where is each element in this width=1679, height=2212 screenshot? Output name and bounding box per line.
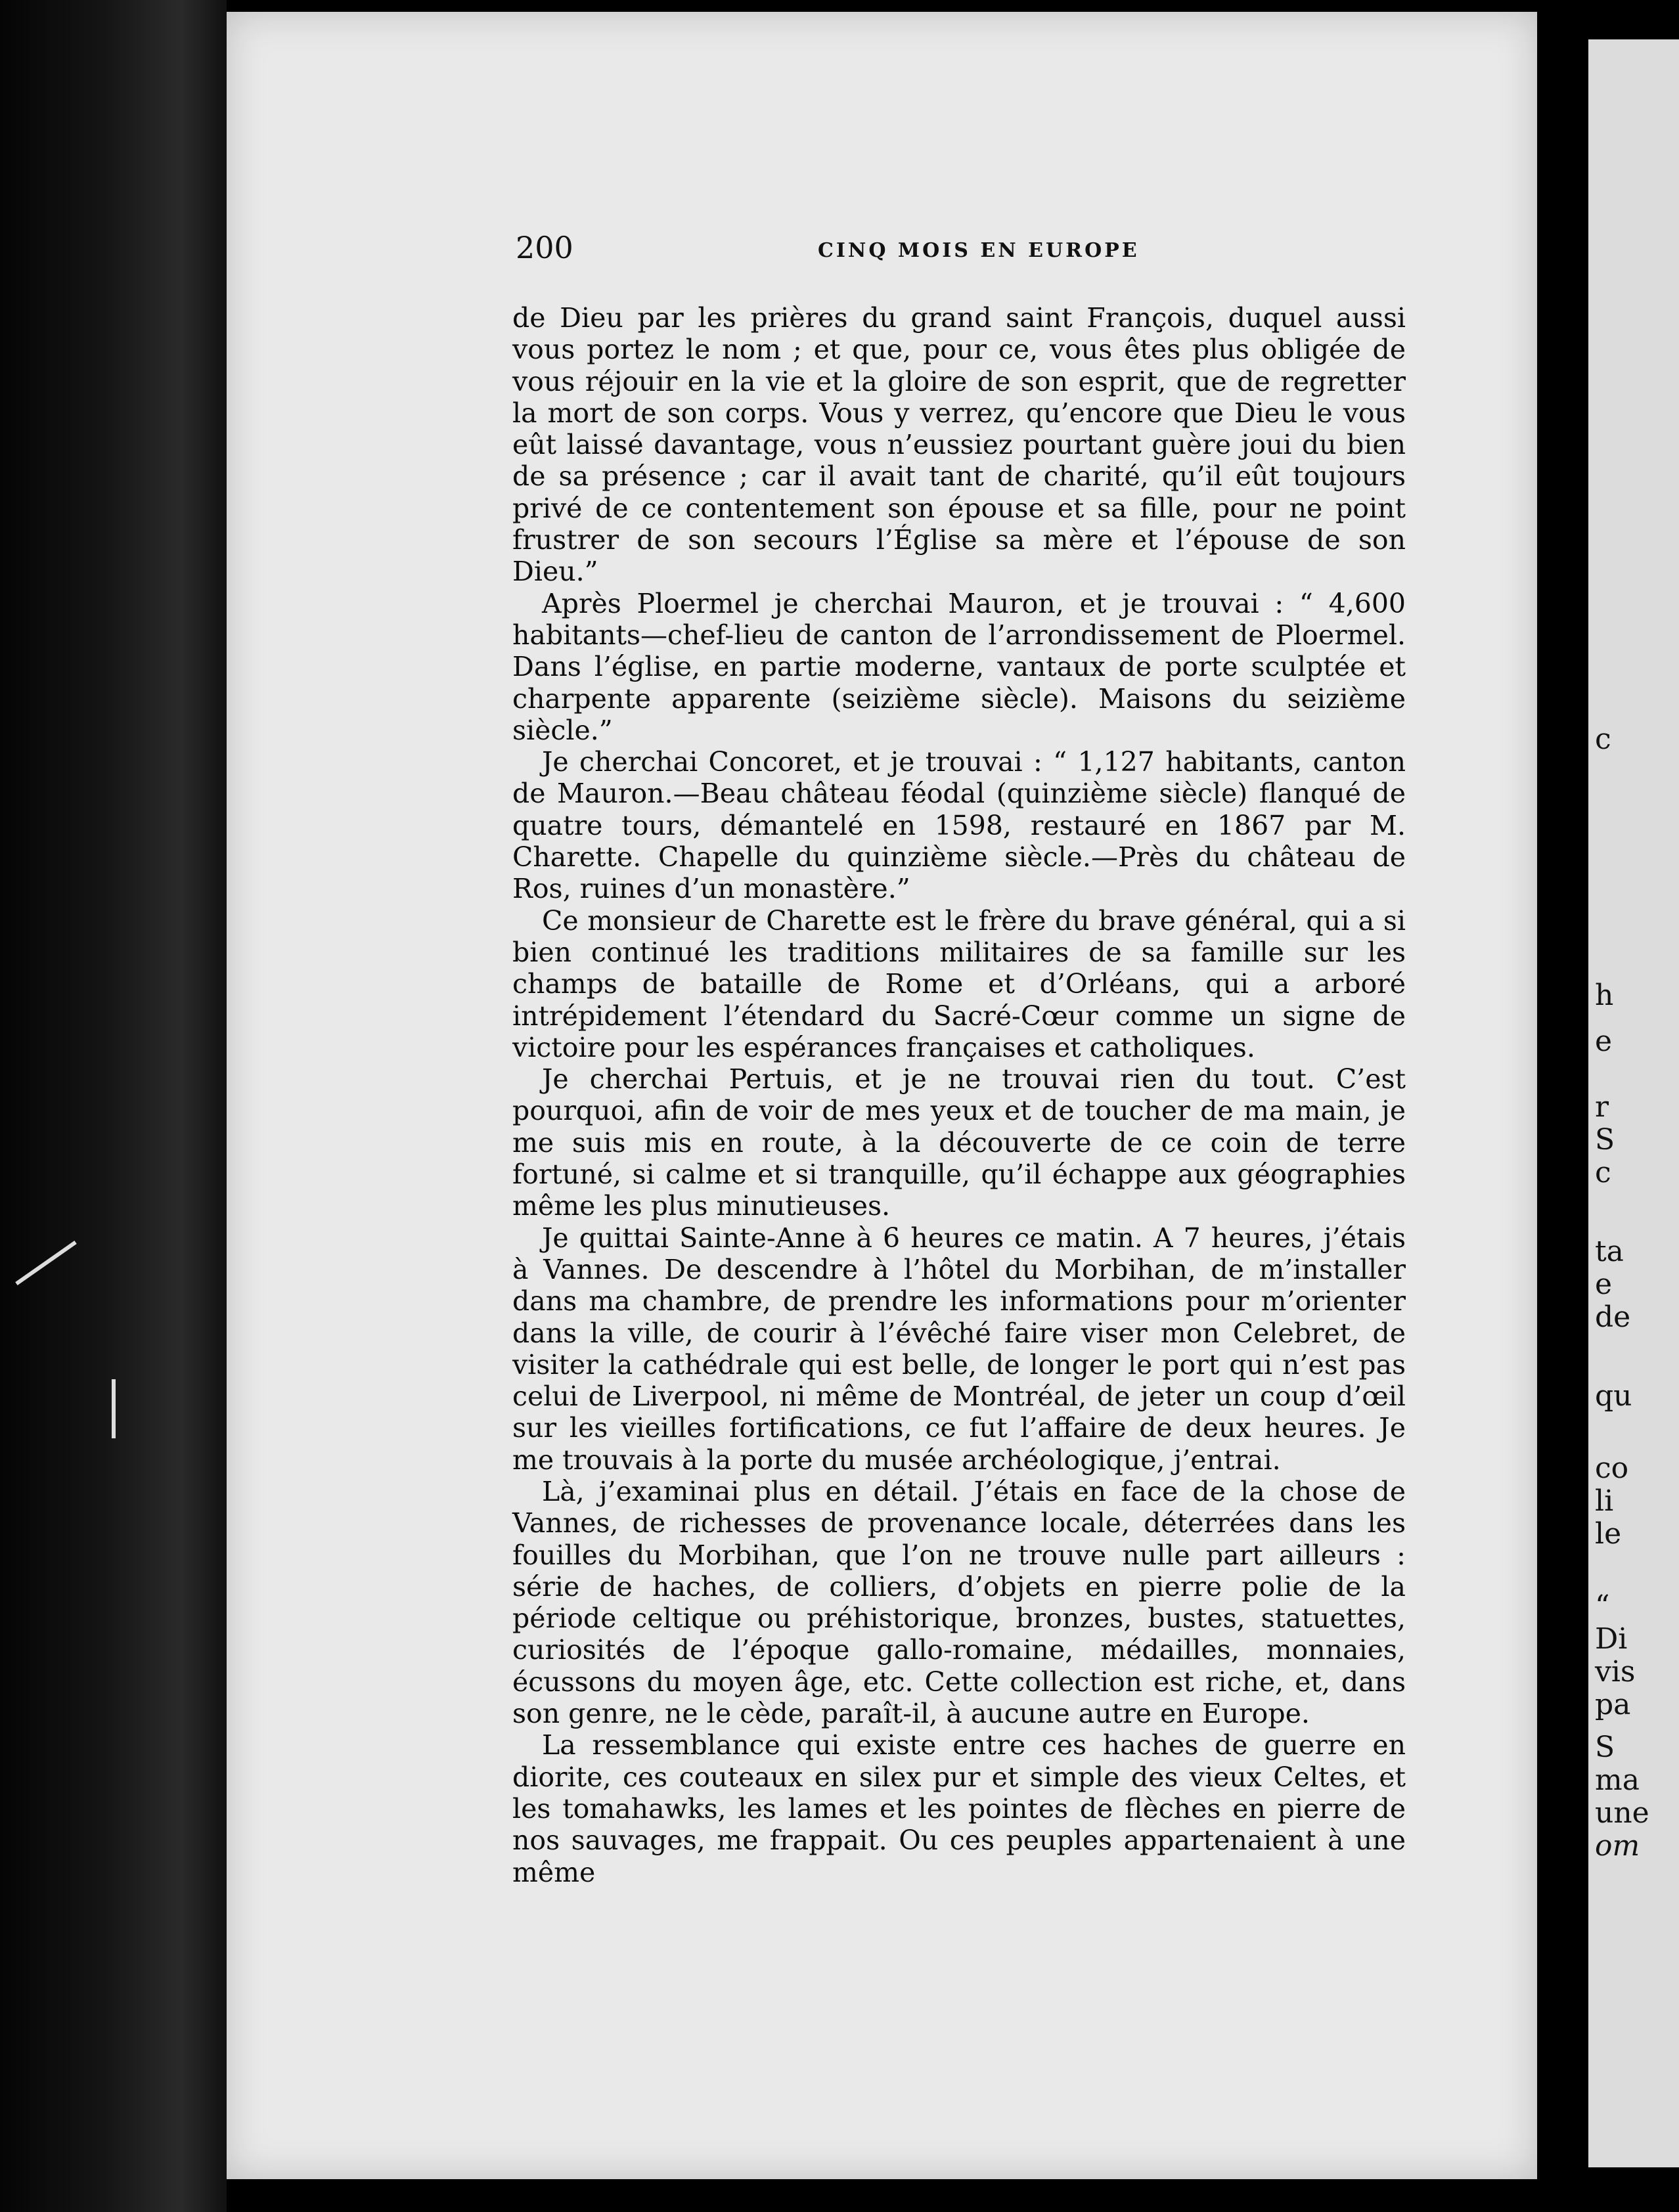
adjacent-fragment: li — [1595, 1484, 1614, 1518]
adjacent-fragment: vis — [1595, 1655, 1636, 1689]
adjacent-fragment: S — [1595, 1123, 1615, 1157]
paragraph-1: de Dieu par les prières du grand saint François, duquel aussi vous portez le nom ; et que, pour ce, vous êtes plus obligée de vous réjouir en la vie et la gloire de son esprit, que de regretter la mort de son corps. Vous y verrez, qu’encore que Dieu le vous eût laissé davantage, vous n’eussiez pourtant guère joui du bien de sa présence ; car il avait tant de charité, qu’il eût toujours privé de ce contentement son épouse et sa fille, pour ne point frustrer de son secours l’Église sa mère et l’épouse de son Dieu.” — [512, 302, 1406, 588]
adjacent-fragment: e — [1595, 1268, 1613, 1301]
adjacent-fragment: c — [1595, 1156, 1611, 1189]
paragraph-3: Je cherchai Concoret, et je trouvai : “ 1,127 habitants, canton de Mauron.—Beau château féodal (quinzième siècle) flanqué de quatre tours, démantelé en 1598, restauré en 1867 par M. Charette. Chapelle du quinzième siècle.—Près du château de Ros, ruines d’un monastère.” — [512, 746, 1406, 905]
scan-artifact — [112, 1379, 116, 1438]
running-head — [516, 230, 1416, 269]
adjacent-page-edge — [1588, 39, 1679, 2167]
adjacent-fragment: co — [1595, 1451, 1629, 1485]
adjacent-fragment: ta — [1595, 1235, 1624, 1268]
adjacent-fragment: om — [1595, 1829, 1640, 1863]
page-number: 200 — [516, 230, 573, 265]
paragraph-6: Je quittai Sainte-Anne à 6 heures ce matin. A 7 heures, j’étais à Vannes. De descendre à l’hôtel du Morbihan, de m’installer dans ma chambre, de prendre les informations pour m’orienter dans la ville, de courir à l’évêché faire viser mon Celebret, de visiter la cathédrale qui est belle, de longer le port qui n’est pas celui de Liverpool, ni même de Montréal, de jeter un coup d’œil sur les vieilles fortifications, ce fut l’affaire de deux heures. Je me trouvais à la porte du musée archéologique, j’entrai. — [512, 1222, 1406, 1476]
body-text — [512, 302, 1406, 1888]
adjacent-fragment: “ — [1595, 1589, 1610, 1623]
adjacent-fragment: pa — [1595, 1688, 1631, 1721]
adjacent-fragment: qu — [1595, 1379, 1632, 1413]
paragraph-7: Là, j’examinai plus en détail. J’étais en face de la chose de Vannes, de richesses de provenance locale, déterrées dans les fouilles du Morbihan, que l’on ne trouve nulle part ailleurs : série de haches, de colliers, d’objets en pierre polie de la période celtique ou préhistorique, bronzes, bustes, statuettes, curiosités de l’époque gallo-romaine, médailles, monnaies, écussons du moyen âge, etc. Cette collection est riche, et, dans son genre, ne le cède, paraît-il, à aucune autre en Europe. — [512, 1475, 1406, 1730]
adjacent-fragment: e — [1595, 1025, 1613, 1058]
adjacent-fragment: une — [1595, 1796, 1649, 1830]
adjacent-fragment: S — [1595, 1731, 1615, 1764]
adjacent-fragment: Di — [1595, 1622, 1628, 1656]
book-spine-shadow — [0, 0, 227, 2212]
adjacent-fragment: c — [1595, 722, 1611, 756]
paragraph-4: Ce monsieur de Charette est le frère du brave général, qui a si bien continué les traditions militaires de sa famille sur les champs de bataille de Rome et d’Orléans, qui a arboré intrépidement l’étendard du Sacré-Cœur comme un signe de victoire pour les espérances françaises et catholiques. — [512, 904, 1406, 1063]
adjacent-fragment: h — [1595, 979, 1614, 1012]
adjacent-fragment: ma — [1595, 1763, 1640, 1797]
paragraph-2: Après Ploermel je cherchai Mauron, et je trouvai : “ 4,600 habitants—chef-lieu de canton de l’arrondissement de Ploermel. Dans l’église, en partie moderne, vantaux de porte sculptée et charpente apparente (seizième siècle). Maisons du seizième siècle.” — [512, 587, 1406, 746]
paragraph-8: La ressemblance qui existe entre ces haches de guerre en diorite, ces couteaux en silex pur et simple des vieux Celtes, et les tomahawks, les lames et les pointes de flèches en pierre de nos sauvages, me frappait. Ou ces peuples appartenaient à une même — [512, 1729, 1406, 1888]
paragraph-5: Je cherchai Pertuis, et je ne trouvai rien du tout. C’est pourquoi, afin de voir de mes yeux et de toucher de ma main, je me suis mis en route, à la découverte de ce coin de terre fortuné, si calme et si tranquille, qu’il échappe aux géographies même les plus minutieuses. — [512, 1063, 1406, 1222]
running-title: CINQ MOIS EN EUROPE — [818, 239, 1140, 262]
adjacent-fragment: de — [1595, 1300, 1631, 1334]
adjacent-fragment: r — [1595, 1090, 1609, 1124]
adjacent-fragment: le — [1595, 1517, 1622, 1551]
